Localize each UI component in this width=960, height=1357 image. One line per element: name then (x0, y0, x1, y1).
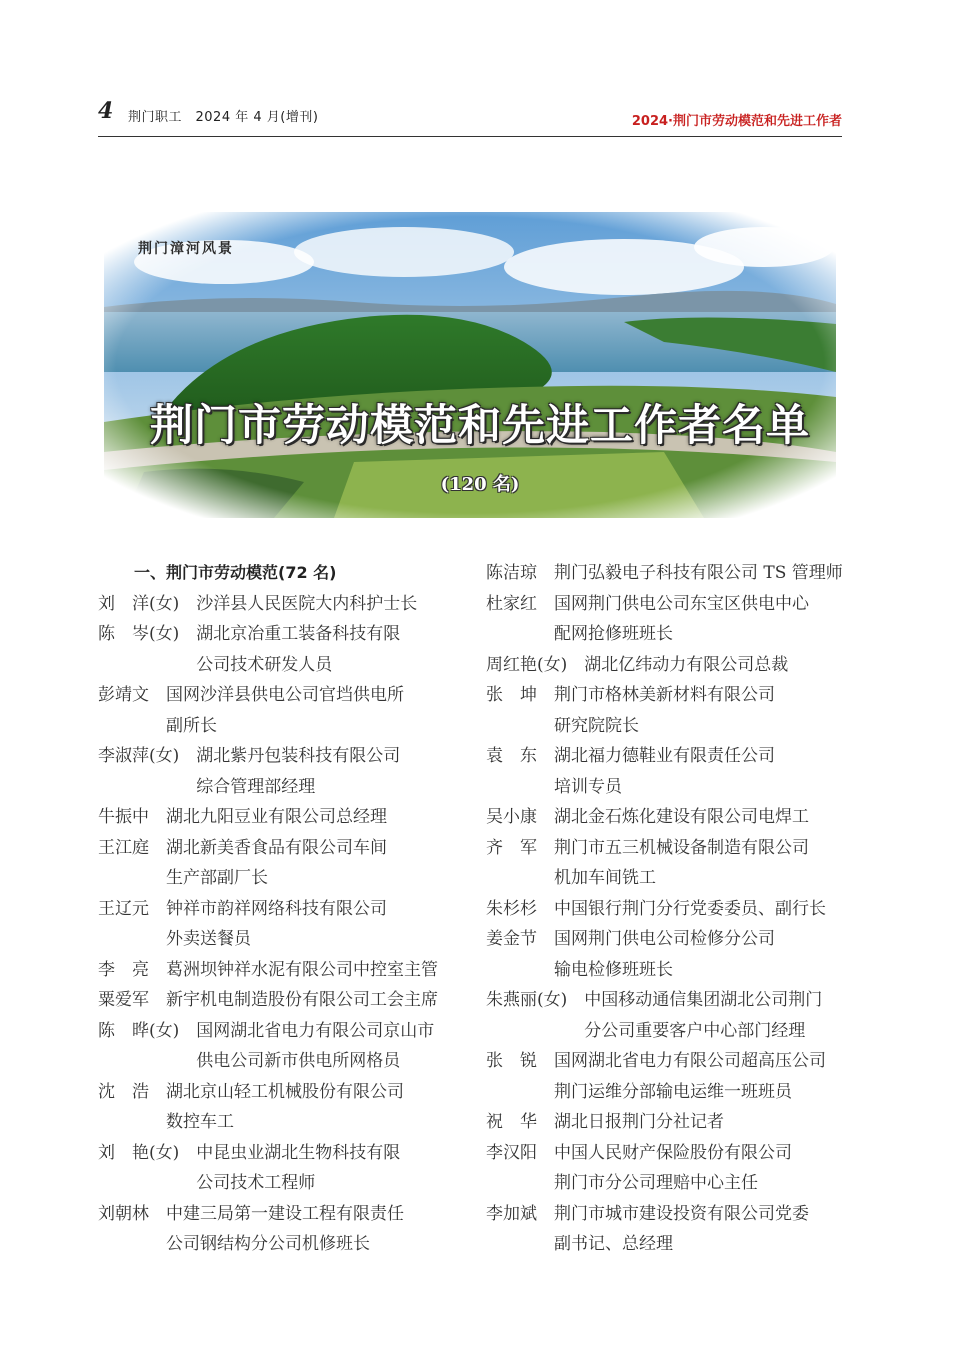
person-name: 沈 浩 (98, 1081, 149, 1102)
person-title-continued: 机加车间铣工 (554, 868, 656, 888)
list-item (486, 1046, 856, 1107)
person-title: 国网湖北省电力有限公司超高压公司 (554, 1051, 826, 1071)
person-name: 吴小康 (486, 807, 537, 827)
person-title: 中国人民财产保险股份有限公司 (554, 1142, 792, 1163)
person-title-continued: 公司钢结构分公司机修班长 (166, 1234, 370, 1254)
person-title: 湖北日报荆门分社记者 (554, 1112, 724, 1132)
person-title: 新宇机电制造股份有限公司工会主席 (166, 990, 438, 1010)
person-title: 荆门市格林美新材料有限公司 (554, 685, 775, 705)
person-name: 杜家红 (486, 593, 537, 614)
person-name: 刘 艳(女) (98, 1142, 180, 1163)
list-item (486, 741, 856, 802)
person-title-continued: 分公司重要客户中心部门经理 (584, 1020, 806, 1041)
list-item (486, 1138, 856, 1199)
person-title-continued: 荆门运维分部输电运维一班班员 (554, 1081, 792, 1102)
person-name: 陈 岑(女) (98, 624, 180, 644)
person-name: 李加斌 (486, 1203, 537, 1224)
person-name: 刘 洋(女) (98, 593, 180, 614)
list-item (98, 589, 478, 620)
list-item (98, 1016, 478, 1077)
person-title: 中国银行荆门分行党委委员、副行长 (554, 898, 826, 919)
banner-caption: 荆门漳河风景 (138, 241, 234, 257)
list-item (486, 680, 856, 741)
person-name: 朱杉杉 (486, 898, 537, 919)
person-name: 彭靖文 (98, 685, 149, 705)
person-title: 钟祥市韵祥网络科技有限公司 (166, 898, 387, 919)
person-name: 祝 华 (486, 1112, 537, 1132)
list-item (486, 589, 856, 650)
list-item (98, 680, 478, 741)
person-title-continued: 数控车工 (166, 1112, 234, 1132)
list-item (98, 833, 478, 894)
person-name: 陈 晔(女) (98, 1020, 180, 1041)
person-name: 王辽元 (98, 898, 149, 919)
person-name: 王江庭 (98, 837, 149, 858)
person-title: 中昆虫业湖北生物科技有限 (196, 1142, 401, 1163)
person-title: 国网荆门供电公司检修分公司 (554, 929, 775, 949)
list-item (98, 985, 478, 1016)
list-item (98, 1077, 478, 1138)
right-column-list (486, 558, 856, 1260)
person-name: 姜金节 (486, 929, 537, 949)
person-title: 湖北京冶重工装备科技有限 (196, 624, 401, 644)
left-column-list (98, 558, 478, 1260)
list-item (486, 924, 856, 985)
list-item (486, 558, 856, 589)
person-title-continued: 培训专员 (554, 776, 622, 797)
person-title-continued: 综合管理部经理 (196, 776, 316, 797)
person-name: 周红艳(女) (486, 654, 568, 675)
list-item (98, 1199, 478, 1260)
list-item (98, 741, 478, 802)
page-header (98, 96, 842, 137)
list-item (486, 802, 856, 833)
person-title: 国网沙洋县供电公司官垱供电所 (166, 685, 404, 705)
list-item (486, 985, 856, 1046)
person-title-continued: 副书记、总经理 (554, 1234, 673, 1254)
person-title-continued: 荆门市分公司理赔中心主任 (554, 1173, 758, 1193)
publication-info: 荆门职工 2024 年 4 月(增刊) (128, 110, 319, 125)
person-title-continued: 研究院院长 (554, 715, 639, 736)
person-title: 国网湖北省电力有限公司京山市 (196, 1020, 435, 1041)
page-number: 4 (98, 98, 114, 124)
person-name: 刘朝林 (98, 1203, 149, 1224)
person-name: 袁 东 (486, 746, 537, 766)
person-title: 荆门市五三机械设备制造有限公司 (554, 837, 809, 858)
person-title-continued: 公司技术研发人员 (196, 654, 333, 675)
list-item (98, 802, 478, 833)
person-title: 湖北福力德鞋业有限责任公司 (554, 746, 775, 766)
section-header: 2024·荆门市劳动模范和先进工作者 (631, 114, 842, 129)
person-name: 牛振中 (98, 807, 149, 827)
title-count: (120 名) (440, 474, 520, 495)
person-title-continued: 外卖送餐员 (166, 929, 251, 949)
person-title: 湖北九阳豆业有限公司总经理 (166, 807, 387, 827)
section-title: 一、荆门市劳动模范(72 名) (134, 563, 337, 582)
person-title-continued: 配网抢修班班长 (554, 624, 673, 644)
list-item (486, 1107, 856, 1138)
person-name: 李 亮 (98, 959, 149, 980)
list-item (486, 1199, 856, 1260)
list-item (486, 650, 856, 681)
person-title-continued: 供电公司新市供电所网格员 (196, 1051, 401, 1071)
page-title: 荆门市劳动模范和先进工作者名单 (150, 401, 810, 451)
person-title: 葛洲坝钟祥水泥有限公司中控室主管 (166, 959, 438, 980)
list-item (98, 619, 478, 680)
list-item (486, 894, 856, 925)
person-name: 李淑萍(女) (98, 746, 180, 766)
person-title-continued: 生产部副厂长 (166, 868, 268, 888)
person-title: 荆门弘毅电子科技有限公司 TS 管理师 (554, 563, 843, 583)
person-title: 湖北京山轻工机械股份有限公司 (166, 1081, 404, 1102)
person-name: 张 锐 (486, 1051, 537, 1071)
person-title: 中建三局第一建设工程有限责任 (166, 1203, 404, 1224)
person-title-continued: 公司技术工程师 (196, 1173, 316, 1193)
person-name: 李汉阳 (486, 1142, 537, 1163)
person-title: 湖北紫丹包装科技有限公司 (196, 746, 401, 766)
list-item (486, 833, 856, 894)
person-name: 朱燕丽(女) (486, 990, 568, 1010)
person-name: 张 坤 (486, 685, 537, 705)
person-title-continued: 副所长 (166, 715, 217, 736)
person-name: 陈洁琼 (486, 563, 537, 583)
person-title: 荆门市城市建设投资有限公司党委 (554, 1203, 809, 1224)
person-name: 齐 军 (486, 837, 537, 858)
list-item (98, 894, 478, 955)
person-title: 中国移动通信集团湖北公司荆门 (584, 990, 823, 1010)
list-item (98, 1138, 478, 1199)
list-item (98, 955, 478, 986)
person-title: 沙洋县人民医院大内科护士长 (196, 593, 418, 614)
person-title: 湖北亿纬动力有限公司总裁 (584, 654, 789, 675)
person-title: 国网荆门供电公司东宝区供电中心 (554, 593, 809, 614)
person-title-continued: 输电检修班班长 (554, 959, 673, 980)
person-title: 湖北新美香食品有限公司车间 (166, 837, 387, 858)
person-title: 湖北金石炼化建设有限公司电焊工 (554, 807, 809, 827)
person-name: 粟爱军 (98, 990, 149, 1010)
